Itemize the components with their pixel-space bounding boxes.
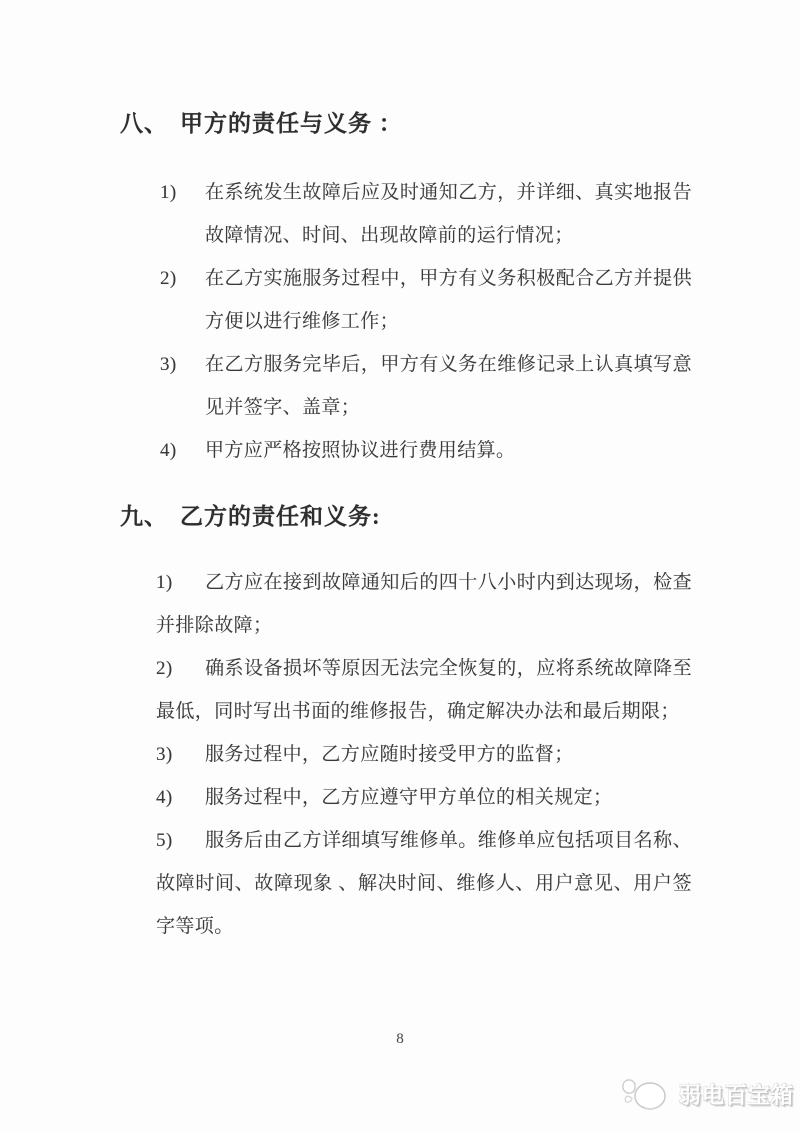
item-text: 在乙方实施服务过程中，甲方有义务积极配合乙方并提供方便以进行维修工作； xyxy=(205,268,692,332)
item-marker: 2) xyxy=(156,658,173,679)
item-text: 在系统发生故障后应及时通知乙方，并详细、真实地报告故障情况、时间、出现故障前的运行情况； xyxy=(205,182,692,246)
item-marker: 4) xyxy=(160,440,177,461)
item-marker: 2) xyxy=(160,268,177,289)
item-marker: 3) xyxy=(156,744,173,765)
list-item xyxy=(156,819,692,948)
list-item xyxy=(160,257,692,343)
section-9-number: 九、 xyxy=(120,504,168,529)
list-item xyxy=(160,171,692,257)
list-item xyxy=(156,733,692,776)
item-text: 在乙方服务完毕后，甲方有义务在维修记录上认真填写意见并签字、盖章； xyxy=(205,354,692,418)
list-item xyxy=(160,429,692,472)
section-8-title: 甲方的责任与义务 ： xyxy=(180,111,403,136)
page-number: 8 xyxy=(396,1031,404,1047)
item-text: 服务过程中，乙方应随时接受甲方的监督； xyxy=(205,744,574,765)
section-9-list xyxy=(156,561,692,948)
item-text: 服务过程中，乙方应遵守甲方单位的相关规定； xyxy=(205,787,613,808)
item-text: 甲方应严格按照协议进行费用结算。 xyxy=(205,440,516,461)
list-item xyxy=(156,776,692,819)
item-text: 乙方应在接到故障通知后的四十八小时内到达现场，检查并排除故障； xyxy=(156,572,692,636)
list-item xyxy=(156,647,692,733)
list-item xyxy=(160,343,692,429)
item-text: 确系设备损坏等原因无法完全恢复的，应将系统故障降至最低，同时写出书面的维修报告，确定解决办法和最后期限； xyxy=(156,658,692,722)
section-8-list xyxy=(160,171,692,472)
section-9-title: 乙方的责任和义务: xyxy=(180,504,381,529)
brand-logo-icon xyxy=(620,1076,672,1112)
watermark-text: 弱电百宝箱 xyxy=(678,1082,794,1108)
watermark xyxy=(620,1076,794,1112)
list-item xyxy=(156,561,692,647)
item-marker: 1) xyxy=(156,572,173,593)
section-8-number: 八、 xyxy=(120,111,168,136)
item-text: 服务后由乙方详细填写维修单。维修单应包括项目名称、故障时间、故障现象 、解决时间、维修人、用户意见、用户签字等项。 xyxy=(156,830,692,937)
section-8-heading xyxy=(120,105,403,138)
item-marker: 4) xyxy=(156,787,173,808)
item-marker: 1) xyxy=(160,182,177,203)
item-marker: 5) xyxy=(156,830,173,851)
section-9-heading xyxy=(120,498,381,531)
item-marker: 3) xyxy=(160,354,177,375)
